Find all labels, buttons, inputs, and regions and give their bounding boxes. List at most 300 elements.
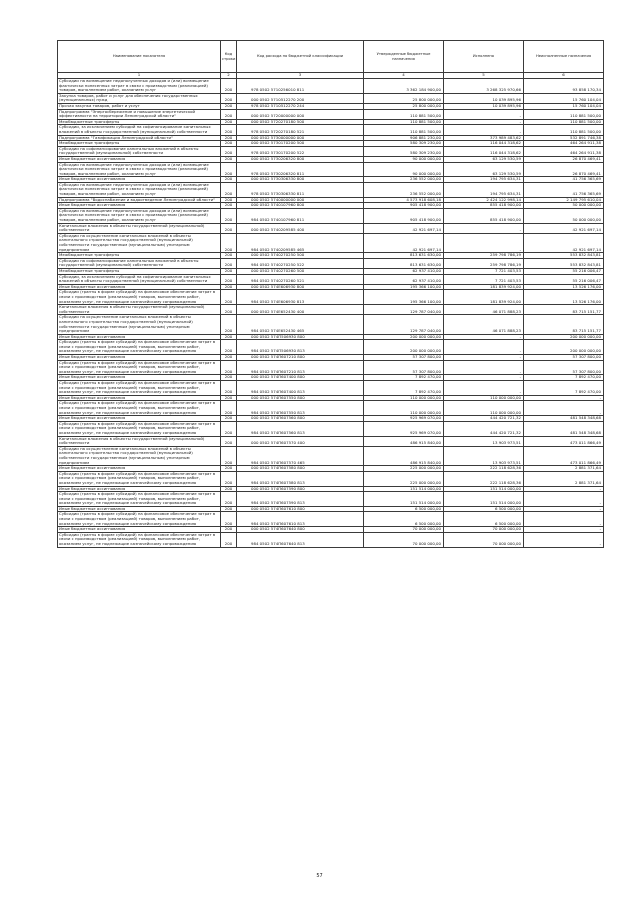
row-approved-cell: 195 366 100,00 xyxy=(364,290,444,305)
row-executed-cell: 373 989 483,62 xyxy=(444,135,524,141)
table-row xyxy=(58,93,604,103)
row-unexecuted-cell: 464 264 911,38 xyxy=(524,146,604,156)
row-unexecuted-cell: - xyxy=(524,532,604,547)
row-approved-cell: 70 000 000,00 xyxy=(364,532,444,547)
row-executed-cell: - xyxy=(444,375,524,381)
row-unexecuted-cell: 2 149 795 610,04 xyxy=(524,197,604,203)
row-approved-cell: 486 915 840,00 xyxy=(364,446,444,465)
row-approved-cell: 129 787 040,00 xyxy=(364,305,444,315)
row-line-code-cell: 200 xyxy=(221,375,237,381)
row-budget-code-cell: 000 0502 574П607400 800 xyxy=(237,375,364,381)
row-executed-cell: 7 721 403,53 xyxy=(444,274,524,284)
row-unexecuted-cell: 532 891 746,38 xyxy=(524,135,604,141)
row-unexecuted-cell: 15 760 104,04 xyxy=(524,103,604,109)
row-executed-cell: 181 839 924,00 xyxy=(444,284,524,290)
row-unexecuted-cell: 7 892 470,00 xyxy=(524,375,604,381)
table-row xyxy=(58,274,604,284)
row-approved-cell: 580 309 230,00 xyxy=(364,141,444,147)
table-row xyxy=(58,125,604,135)
table-row xyxy=(58,471,604,486)
row-name-cell: Иные бюджетные ассигнования xyxy=(58,156,221,162)
table-row xyxy=(58,290,604,305)
row-unexecuted-cell: 200 000 000,00 xyxy=(524,334,604,340)
row-executed-cell: 63 129 530,59 xyxy=(444,162,524,177)
row-line-code-cell: 200 xyxy=(221,471,237,486)
table-row xyxy=(58,162,604,177)
row-line-code-cell: 200 xyxy=(221,125,237,135)
row-name-cell: Субсидии на софинансирование капитальных вложений в объекты государственной (муниципальной) собственности xyxy=(58,146,221,156)
row-approved-cell: 4 573 918 608,18 xyxy=(364,197,444,203)
column-index: 5 xyxy=(444,73,524,79)
row-unexecuted-cell: 553 832 843,81 xyxy=(524,253,604,259)
row-approved-cell: 7 892 470,00 xyxy=(364,375,444,381)
row-executed-cell: 259 798 786,19 xyxy=(444,258,524,268)
row-unexecuted-cell: 110 881 500,00 xyxy=(524,119,604,125)
row-unexecuted-cell: 42 921 697,14 xyxy=(524,233,604,252)
row-unexecuted-cell: 473 011 866,49 xyxy=(524,436,604,446)
row-name-cell: Иные бюджетные ассигнования xyxy=(58,355,221,361)
row-line-code-cell: 200 xyxy=(221,532,237,547)
row-line-code-cell: 200 xyxy=(221,177,237,183)
row-name-cell: Субсидии на возмещение недополученных доходов и (или) возмещение фактически понесенных затрат в связи с производством (реализацией) товаров, выполнением работ, оказанием услуг xyxy=(58,208,221,223)
row-budget-code-cell: 000 0502 5730306330 800 xyxy=(237,177,364,183)
row-approved-cell: 486 915 840,00 xyxy=(364,436,444,446)
row-name-cell: Капитальные вложения в объекты государственной (муниципальной) собственности xyxy=(58,436,221,446)
row-line-code-cell: 200 xyxy=(221,486,237,492)
row-budget-code-cell: 984 0502 574П607590 813 xyxy=(237,492,364,507)
row-executed-cell: 46 071 888,23 xyxy=(444,315,524,334)
row-line-code-cell: 200 xyxy=(221,203,237,209)
row-unexecuted-cell: 57 307 800,00 xyxy=(524,360,604,375)
table-row xyxy=(58,79,604,94)
row-line-code-cell: 200 xyxy=(221,315,237,334)
row-budget-code-cell: 000 0502 574П607210 800 xyxy=(237,355,364,361)
row-line-code-cell: 200 xyxy=(221,253,237,259)
row-approved-cell: 110 881 500,00 xyxy=(364,109,444,119)
row-budget-code-cell: 984 0502 574П607580 813 xyxy=(237,471,364,486)
row-line-code-cell: 200 xyxy=(221,268,237,274)
row-budget-code-cell: 000 0502 574Е652430 400 xyxy=(237,305,364,315)
row-executed-cell: 10 039 895,96 xyxy=(444,103,524,109)
row-name-cell: Межбюджетные трансферты xyxy=(58,141,221,147)
row-name-cell: Иные бюджетные ассигнования xyxy=(58,284,221,290)
row-executed-cell: - xyxy=(444,109,524,119)
row-name-cell: Иные бюджетные ассигнования xyxy=(58,486,221,492)
row-executed-cell: 13 903 973,51 xyxy=(444,446,524,465)
row-name-cell: Подпрограмма "Газификация Ленинградской области" xyxy=(58,135,221,141)
row-line-code-cell: 200 xyxy=(221,360,237,375)
row-line-code-cell: 200 xyxy=(221,223,237,233)
row-budget-code-cell: 000 0502 5720000000 000 xyxy=(237,109,364,119)
row-name-cell: Субсидии (гранты в форме субсидий) на финансовое обеспечение затрат в связи с производством (реализацией) товаров, выполнением работ, оказанием услуг, не подлежащие казначейскому сопровождению xyxy=(58,492,221,507)
row-line-code-cell: 200 xyxy=(221,284,237,290)
row-executed-cell: 151 514 000,00 xyxy=(444,492,524,507)
row-unexecuted-cell: 42 921 697,14 xyxy=(524,223,604,233)
header-unexecuted: Неисполненные назначения xyxy=(524,41,604,73)
row-name-cell: Иные бюджетные ассигнования xyxy=(58,375,221,381)
row-line-code-cell: 200 xyxy=(221,466,237,472)
row-approved-cell: 813 631 630,00 xyxy=(364,258,444,268)
row-budget-code-cell: 000 0502 5740270250 500 xyxy=(237,253,364,259)
row-budget-code-cell: 984 0502 574Е606930 813 xyxy=(237,290,364,305)
row-approved-cell: 580 309 230,00 xyxy=(364,146,444,156)
table-row xyxy=(58,401,604,416)
table-row xyxy=(58,233,604,252)
header-code-budget: Код расхода по бюджетной классификации xyxy=(237,41,364,73)
row-budget-code-cell: 000 0502 574П607610 800 xyxy=(237,506,364,512)
row-unexecuted-cell: - xyxy=(524,395,604,401)
row-executed-cell: - xyxy=(444,360,524,375)
row-name-cell: Капитальные вложения в объекты государственной (муниципальной) собственности xyxy=(58,305,221,315)
row-executed-cell: 194 795 634,31 xyxy=(444,177,524,183)
row-line-code-cell: 200 xyxy=(221,141,237,147)
row-name-cell: Субсидии (гранты в форме субсидий) на финансовое обеспечение затрат в связи с производством (реализацией) товаров, выполнением работ, оказанием услуг, не подлежащие казначейскому сопровождению xyxy=(58,512,221,527)
row-executed-cell: 70 000 000,00 xyxy=(444,532,524,547)
row-line-code-cell: 200 xyxy=(221,355,237,361)
row-name-cell: Иные бюджетные ассигнования xyxy=(58,177,221,183)
row-executed-cell: 116 044 318,62 xyxy=(444,146,524,156)
row-budget-code-cell: 000 0502 574П607570 400 xyxy=(237,436,364,446)
table-row xyxy=(58,492,604,507)
row-line-code-cell: 200 xyxy=(221,492,237,507)
row-name-cell: Субсидии на осуществление капитальных вложений в объекты капитального строительства государственной (муниципальной) собственности государственным (муниципальным) унитарным предприятиям xyxy=(58,315,221,334)
row-line-code-cell: 200 xyxy=(221,182,237,197)
row-approved-cell: 25 800 000,00 xyxy=(364,103,444,109)
row-budget-code-cell: 000 0502 574П607580 800 xyxy=(237,466,364,472)
row-unexecuted-cell: 200 000 000,00 xyxy=(524,340,604,355)
row-line-code-cell: 200 xyxy=(221,162,237,177)
row-executed-cell: - xyxy=(444,340,524,355)
row-approved-cell: 225 000 000,00 xyxy=(364,471,444,486)
row-unexecuted-cell: - xyxy=(524,401,604,416)
row-approved-cell: 7 892 470,00 xyxy=(364,381,444,396)
page-number: 57 xyxy=(316,873,323,879)
table-row xyxy=(58,340,604,355)
row-name-cell: Субсидии на софинансирование капитальных вложений в объекты государственной (муниципальной) собственности xyxy=(58,258,221,268)
row-line-code-cell: 200 xyxy=(221,395,237,401)
table-row xyxy=(58,146,604,156)
row-unexecuted-cell: 13 526 176,00 xyxy=(524,290,604,305)
table-row xyxy=(58,421,604,436)
row-line-code-cell: 200 xyxy=(221,512,237,527)
row-executed-cell: 2 424 122 998,14 xyxy=(444,197,524,203)
row-executed-cell: 110 000 000,00 xyxy=(444,395,524,401)
table-row xyxy=(58,258,604,268)
row-executed-cell: 63 129 530,59 xyxy=(444,156,524,162)
column-index: 1 xyxy=(58,73,221,79)
table-row xyxy=(58,360,604,375)
row-unexecuted-cell: 50 000 000,00 xyxy=(524,208,604,223)
column-index: 4 xyxy=(364,73,444,79)
row-approved-cell: 110 881 500,00 xyxy=(364,125,444,135)
row-budget-code-cell: 978 0502 5730206320 811 xyxy=(237,162,364,177)
row-approved-cell: 906 881 230,00 xyxy=(364,135,444,141)
row-name-cell: Субсидии (гранты в форме субсидий) на финансовое обеспечение затрат в связи с производством (реализацией) товаров, выполнением работ, оказанием услуг, не подлежащие казначейскому сопровождению xyxy=(58,290,221,305)
row-line-code-cell: 200 xyxy=(221,208,237,223)
row-unexecuted-cell: 13 526 176,00 xyxy=(524,284,604,290)
header-code-line: Код строки xyxy=(221,41,237,73)
row-approved-cell: 925 969 070,00 xyxy=(364,416,444,422)
row-budget-code-cell: 984 0502 574П607210 813 xyxy=(237,360,364,375)
row-line-code-cell: 200 xyxy=(221,274,237,284)
table-body xyxy=(58,79,604,548)
row-approved-cell: 3 362 184 900,00 xyxy=(364,79,444,94)
row-executed-cell: 70 000 000,00 xyxy=(444,527,524,533)
row-line-code-cell: 200 xyxy=(221,156,237,162)
row-name-cell: Субсидии на осуществление капитальных вложений в объекты капитального строительства государственной (муниципальной) собственности государственным (муниципальным) унитарным предприятиям xyxy=(58,446,221,465)
row-line-code-cell: 200 xyxy=(221,421,237,436)
row-executed-cell: 194 795 634,31 xyxy=(444,182,524,197)
row-name-cell: Подпрограмма "Водоснабжение и водоотведение Ленинградской области" xyxy=(58,197,221,203)
row-budget-code-cell: 000 0502 5720270180 500 xyxy=(237,119,364,125)
row-line-code-cell: 200 xyxy=(221,340,237,355)
row-executed-cell: - xyxy=(444,334,524,340)
row-name-cell: Субсидии на возмещение недополученных доходов и (или) возмещение фактически понесенных затрат в связи с производством (реализацией) товаров, выполнением работ, оказанием услуг xyxy=(58,182,221,197)
row-budget-code-cell: 984 0502 574П506930 813 xyxy=(237,340,364,355)
row-line-code-cell: 200 xyxy=(221,381,237,396)
row-approved-cell: 62 937 410,00 xyxy=(364,268,444,274)
row-unexecuted-cell: - xyxy=(524,506,604,512)
row-budget-code-cell: 978 0502 5720270180 521 xyxy=(237,125,364,135)
row-budget-code-cell: 984 0502 5740209585 465 xyxy=(237,233,364,252)
row-approved-cell: 25 800 000,00 xyxy=(364,93,444,103)
row-approved-cell: 90 000 000,00 xyxy=(364,156,444,162)
row-budget-code-cell: 000 0502 574П607560 800 xyxy=(237,416,364,422)
row-approved-cell: 6 500 000,00 xyxy=(364,506,444,512)
row-line-code-cell: 200 xyxy=(221,146,237,156)
row-budget-code-cell: 000 0502 5740107960 800 xyxy=(237,203,364,209)
row-name-cell: Субсидии (гранты в форме субсидий) на финансовое обеспечение затрат в связи с производством (реализацией) товаров, выполнением работ, оказанием услуг, не подлежащие казначейскому сопровождению xyxy=(58,381,221,396)
row-budget-code-cell: 000 0502 574П506930 800 xyxy=(237,334,364,340)
row-unexecuted-cell: 2 881 371,64 xyxy=(524,466,604,472)
row-approved-cell: 110 881 500,00 xyxy=(364,119,444,125)
row-line-code-cell: 200 xyxy=(221,119,237,125)
row-unexecuted-cell: 26 870 469,41 xyxy=(524,156,604,162)
row-line-code-cell: 200 xyxy=(221,290,237,305)
row-line-code-cell: 200 xyxy=(221,506,237,512)
row-unexecuted-cell: 57 307 800,00 xyxy=(524,355,604,361)
row-name-cell: Субсидии (гранты в форме субсидий) на финансовое обеспечение затрат в связи с производством (реализацией) товаров, выполнением работ, оказанием услуг, не подлежащие казначейскому сопровождению xyxy=(58,421,221,436)
row-unexecuted-cell: - xyxy=(524,492,604,507)
row-budget-code-cell: 000 0502 5710512270 200 xyxy=(237,93,364,103)
row-executed-cell: 222 118 628,36 xyxy=(444,471,524,486)
table-row xyxy=(58,305,604,315)
row-name-cell: Иные бюджетные ассигнования xyxy=(58,416,221,422)
row-executed-cell: 222 118 628,36 xyxy=(444,466,524,472)
table-row xyxy=(58,381,604,396)
row-unexecuted-cell: 15 760 104,04 xyxy=(524,93,604,103)
row-approved-cell: 42 921 697,14 xyxy=(364,233,444,252)
row-executed-cell: - xyxy=(444,381,524,396)
row-unexecuted-cell: 41 756 365,69 xyxy=(524,177,604,183)
row-budget-code-cell: 984 0502 5740270250 522 xyxy=(237,258,364,268)
row-approved-cell: 90 000 000,00 xyxy=(364,162,444,177)
row-executed-cell: - xyxy=(444,125,524,135)
row-unexecuted-cell: 464 264 911,38 xyxy=(524,141,604,147)
row-approved-cell: 905 418 900,00 xyxy=(364,208,444,223)
row-executed-cell: 116 044 318,62 xyxy=(444,141,524,147)
row-name-cell: Капитальные вложения в объекты государственной (муниципальной) собственности xyxy=(58,223,221,233)
budget-execution-table xyxy=(57,40,604,548)
table-row xyxy=(58,223,604,233)
row-budget-code-cell: 978 0502 5730170200 522 xyxy=(237,146,364,156)
row-budget-code-cell: 984 0502 574П607610 813 xyxy=(237,512,364,527)
table-row xyxy=(58,208,604,223)
table-row xyxy=(58,315,604,334)
row-name-cell: Субсидии на осуществление капитальных вложений в объекты капитального строительства государственной (муниципальной) собственности государственным (муниципальным) унитарным предприятиям xyxy=(58,233,221,252)
table-row xyxy=(58,512,604,527)
row-name-cell: Иные бюджетные ассигнования xyxy=(58,203,221,209)
row-executed-cell: 6 500 000,00 xyxy=(444,506,524,512)
row-budget-code-cell: 978 0502 5710512270 244 xyxy=(237,103,364,109)
row-approved-cell: 813 631 630,00 xyxy=(364,253,444,259)
header-approved: Утвержденные бюджетные назначения xyxy=(364,41,444,73)
row-name-cell: Субсидии, за исключением субсидий на софинансирование капитальных вложений в объекты государственной (муниципальной) собственности xyxy=(58,125,221,135)
row-unexecuted-cell: 110 881 500,00 xyxy=(524,125,604,135)
row-budget-code-cell: 984 0502 5740270260 521 xyxy=(237,274,364,284)
row-executed-cell: 151 514 000,00 xyxy=(444,486,524,492)
row-name-cell: Иные бюджетные ассигнования xyxy=(58,506,221,512)
row-budget-code-cell: 978 0502 5730306330 811 xyxy=(237,182,364,197)
row-name-cell: Субсидии на возмещение недополученных доходов и (или) возмещение фактически понесенных затрат в связи с производством (реализацией) товаров, выполнением работ, оказанием услуг xyxy=(58,162,221,177)
row-line-code-cell: 200 xyxy=(221,103,237,109)
row-name-cell: Субсидии, за исключением субсидий на софинансирование капитальных вложений в объекты государственной (муниципальной) собственности xyxy=(58,274,221,284)
table-row xyxy=(58,436,604,446)
row-approved-cell: 129 787 040,00 xyxy=(364,315,444,334)
row-budget-code-cell: 000 0502 574П607640 800 xyxy=(237,527,364,533)
row-line-code-cell: 200 xyxy=(221,527,237,533)
row-unexecuted-cell: 473 011 866,49 xyxy=(524,446,604,465)
row-budget-code-cell: 984 0502 574Е652430 465 xyxy=(237,315,364,334)
table-row xyxy=(58,109,604,119)
row-approved-cell: 42 921 697,14 xyxy=(364,223,444,233)
row-executed-cell: 444 420 721,32 xyxy=(444,416,524,422)
row-approved-cell: 6 500 000,00 xyxy=(364,512,444,527)
row-executed-cell: - xyxy=(444,223,524,233)
row-unexecuted-cell: 83 715 151,77 xyxy=(524,305,604,315)
row-unexecuted-cell: 481 548 348,68 xyxy=(524,416,604,422)
row-executed-cell: - xyxy=(444,119,524,125)
row-line-code-cell: 200 xyxy=(221,197,237,203)
row-executed-cell: - xyxy=(444,355,524,361)
row-unexecuted-cell: 55 216 006,47 xyxy=(524,268,604,274)
row-line-code-cell: 200 xyxy=(221,401,237,416)
row-name-cell: Межбюджетные трансферты xyxy=(58,119,221,125)
row-name-cell: Иные бюджетные ассигнования xyxy=(58,334,221,340)
row-executed-cell: 6 500 000,00 xyxy=(444,512,524,527)
row-unexecuted-cell: - xyxy=(524,512,604,527)
row-name-cell: Прочая закупка товаров, работ и услуг xyxy=(58,103,221,109)
row-name-cell: Подпрограмма "Энергосбережение и повышение энергетической эффективности на территории Ленинградской области" xyxy=(58,109,221,119)
row-name-cell: Иные бюджетные ассигнования xyxy=(58,527,221,533)
row-approved-cell: 57 307 800,00 xyxy=(364,355,444,361)
row-line-code-cell: 200 xyxy=(221,135,237,141)
column-index: 6 xyxy=(524,73,604,79)
row-name-cell: Субсидии (гранты в форме субсидий) на финансовое обеспечение затрат в связи с производством (реализацией) товаров, выполнением работ, оказанием услуг, не подлежащие казначейскому сопровождению xyxy=(58,340,221,355)
row-executed-cell: 181 839 924,00 xyxy=(444,290,524,305)
row-approved-cell: 225 000 000,00 xyxy=(364,466,444,472)
row-name-cell: Субсидии (гранты в форме субсидий) на финансовое обеспечение затрат в связи с производством (реализацией) товаров, выполнением работ, оказанием услуг, не подлежащие казначейскому сопровождению xyxy=(58,360,221,375)
row-line-code-cell: 200 xyxy=(221,334,237,340)
row-budget-code-cell: 984 0502 574П607640 813 xyxy=(237,532,364,547)
row-name-cell: Межбюджетные трансферты xyxy=(58,268,221,274)
row-line-code-cell: 200 xyxy=(221,109,237,119)
row-approved-cell: 151 514 000,00 xyxy=(364,486,444,492)
row-line-code-cell: 200 xyxy=(221,258,237,268)
row-executed-cell: 855 418 900,00 xyxy=(444,208,524,223)
table-row xyxy=(58,532,604,547)
row-line-code-cell: 200 xyxy=(221,305,237,315)
row-line-code-cell: 200 xyxy=(221,93,237,103)
row-executed-cell: - xyxy=(444,233,524,252)
row-unexecuted-cell: 93 858 170,34 xyxy=(524,79,604,94)
row-approved-cell: 110 000 000,00 xyxy=(364,401,444,416)
row-executed-cell: 259 798 786,19 xyxy=(444,253,524,259)
table-row xyxy=(58,182,604,197)
row-name-cell: Иные бюджетные ассигнования xyxy=(58,395,221,401)
row-line-code-cell: 200 xyxy=(221,436,237,446)
report-sheet xyxy=(57,40,603,548)
row-approved-cell: 57 307 800,00 xyxy=(364,360,444,375)
row-executed-cell: 13 903 973,51 xyxy=(444,436,524,446)
row-line-code-cell: 200 xyxy=(221,233,237,252)
row-budget-code-cell: 000 0502 5740270260 500 xyxy=(237,268,364,274)
row-budget-code-cell: 984 0502 574П607550 813 xyxy=(237,401,364,416)
row-approved-cell: 151 514 000,00 xyxy=(364,492,444,507)
column-index: 2 xyxy=(221,73,237,79)
row-approved-cell: 236 552 000,00 xyxy=(364,182,444,197)
row-budget-code-cell: 000 0502 5730000000 000 xyxy=(237,135,364,141)
header-name: Наименование показателя xyxy=(58,41,221,73)
row-budget-code-cell: 000 0502 5740209585 400 xyxy=(237,223,364,233)
row-executed-cell: 110 000 000,00 xyxy=(444,401,524,416)
row-budget-code-cell: 984 0502 574П607560 813 xyxy=(237,421,364,436)
row-approved-cell: 905 418 900,00 xyxy=(364,203,444,209)
row-unexecuted-cell: 110 881 500,00 xyxy=(524,109,604,119)
row-budget-code-cell: 000 0502 574Е606930 800 xyxy=(237,284,364,290)
row-name-cell: Иные бюджетные ассигнования xyxy=(58,466,221,472)
row-budget-code-cell: 978 0502 5710256010 811 xyxy=(237,79,364,94)
row-budget-code-cell: 000 0502 574П607550 800 xyxy=(237,395,364,401)
table-row xyxy=(58,446,604,465)
row-executed-cell: 7 721 403,53 xyxy=(444,268,524,274)
row-approved-cell: 70 000 000,00 xyxy=(364,527,444,533)
row-approved-cell: 200 000 000,00 xyxy=(364,334,444,340)
row-budget-code-cell: 984 0502 5740107960 811 xyxy=(237,208,364,223)
row-name-cell: Закупка товаров, работ и услуг для обеспечения государственных (муниципальных) нужд xyxy=(58,93,221,103)
row-name-cell: Субсидии на возмещение недополученных доходов и (или) возмещение фактически понесенных затрат в связи с производством (реализацией) товаров, выполнением работ, оказанием услуг xyxy=(58,79,221,94)
column-index: 3 xyxy=(237,73,364,79)
row-approved-cell: 200 000 000,00 xyxy=(364,340,444,355)
row-name-cell: Субсидии (гранты в форме субсидий) на финансовое обеспечение затрат в связи с производством (реализацией) товаров, выполнением работ, оказанием услуг, не подлежащие казначейскому сопровождению xyxy=(58,532,221,547)
row-unexecuted-cell: 2 881 371,64 xyxy=(524,471,604,486)
row-name-cell: Субсидии (гранты в форме субсидий) на финансовое обеспечение затрат в связи с производством (реализацией) товаров, выполнением работ, оказанием услуг, не подлежащие казначейскому сопровождению xyxy=(58,471,221,486)
header-executed: Исполнено xyxy=(444,41,524,73)
row-executed-cell: 444 420 721,32 xyxy=(444,421,524,436)
row-budget-code-cell: 000 0502 5730170200 500 xyxy=(237,141,364,147)
row-line-code-cell: 200 xyxy=(221,446,237,465)
row-budget-code-cell: 000 0502 5740000000 000 xyxy=(237,197,364,203)
row-unexecuted-cell: 41 756 365,69 xyxy=(524,182,604,197)
row-unexecuted-cell: 50 000 000,00 xyxy=(524,203,604,209)
row-budget-code-cell: 000 0502 5730206320 800 xyxy=(237,156,364,162)
row-unexecuted-cell: - xyxy=(524,527,604,533)
row-approved-cell: 195 366 100,00 xyxy=(364,284,444,290)
row-unexecuted-cell: 553 832 843,81 xyxy=(524,258,604,268)
row-name-cell: Межбюджетные трансферты xyxy=(58,253,221,259)
row-unexecuted-cell: 481 548 348,68 xyxy=(524,421,604,436)
row-executed-cell: 46 071 888,23 xyxy=(444,305,524,315)
